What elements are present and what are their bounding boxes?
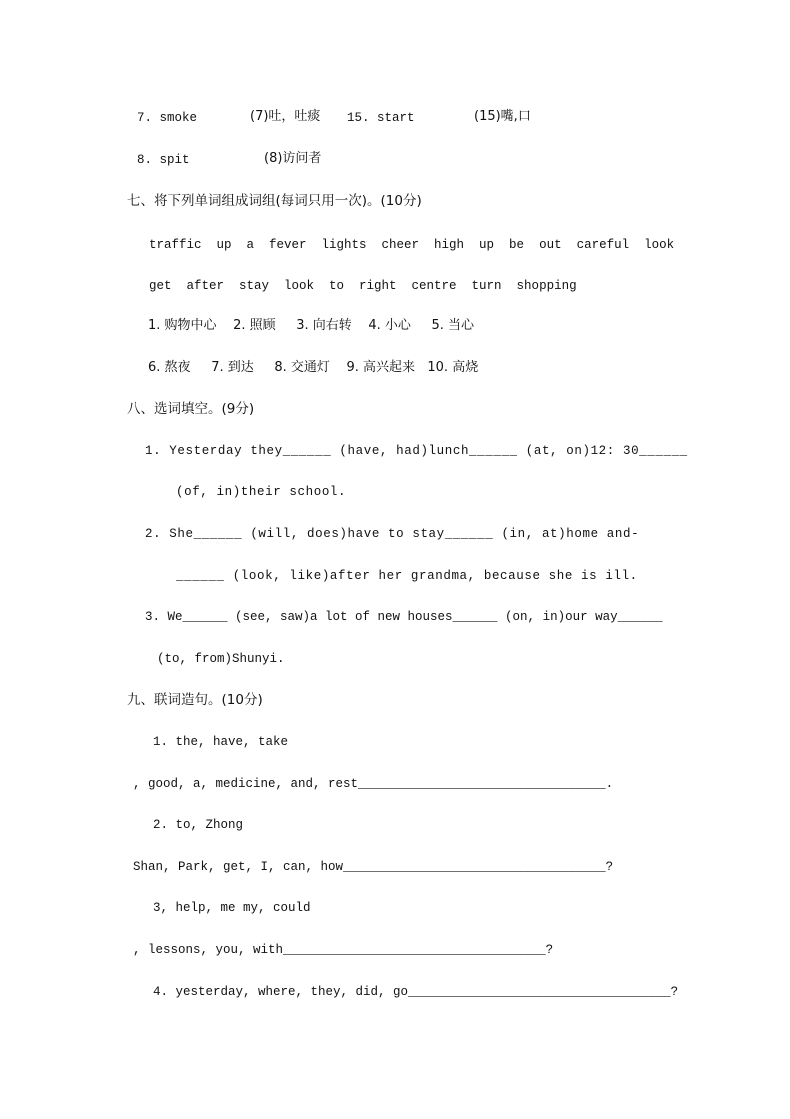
answer-line: , good, a, medicine, and, rest_________________________________. (133, 777, 614, 791)
section-8-heading: 八、选词填空。(9分) (127, 401, 255, 417)
answer-line: 4. yesterday, where, they, did, go___________________________________? (153, 985, 679, 999)
vocab-right-word: 15. start (347, 111, 415, 125)
answer-line: Shan, Park, get, I, can, how___________________________________? (133, 860, 614, 874)
question-line: (to, from)Shunyi. (157, 652, 285, 666)
vocab-right-meaning: (15)嘴,口 (474, 109, 531, 124)
question-line: ______ (look, like)after her grandma, because she is ill. (176, 569, 638, 583)
phrase-prompt-line: 6. 熬夜 7. 到达 8. 交通灯 9. 高兴起来 10. 高烧 (148, 360, 479, 375)
section-9-heading: 九、联词造句。(10分) (127, 692, 263, 708)
vocab-left-word: 8. spit (137, 153, 190, 167)
word-bank-line: get after stay look to right centre turn shopping (149, 279, 577, 293)
section-7-heading: 七、将下列单词组成词组(每词只用一次)。(10分) (127, 193, 422, 209)
word-bank-line: traffic up a fever lights cheer high up be out careful look (149, 238, 675, 252)
question-line: 2. to, Zhong (153, 818, 244, 832)
question-line: 2. She______ (will, does)have to stay______ (in, at)home and- (145, 527, 640, 541)
phrase-prompt-line: 1. 购物中心 2. 照顾 3. 向右转 4. 小心 5. 当心 (148, 318, 475, 333)
vocab-left-meaning: (8)访问者 (264, 151, 322, 166)
vocab-left-meaning: (7)吐，吐痰 (250, 109, 321, 124)
answer-line: , lessons, you, with___________________________________? (133, 943, 554, 957)
question-line: 1. Yesterday they______ (have, had)lunch______ (at, on)12: 30______ (145, 444, 688, 458)
question-line: 3. We______ (see, saw)a lot of new houses______ (on, in)our way______ (145, 610, 663, 624)
question-line: 1. the, have, take (153, 735, 289, 749)
vocab-left-word: 7. smoke (137, 111, 198, 125)
question-line: (of, in)their school. (176, 485, 347, 499)
question-line: 3, help, me my, could (153, 901, 311, 915)
